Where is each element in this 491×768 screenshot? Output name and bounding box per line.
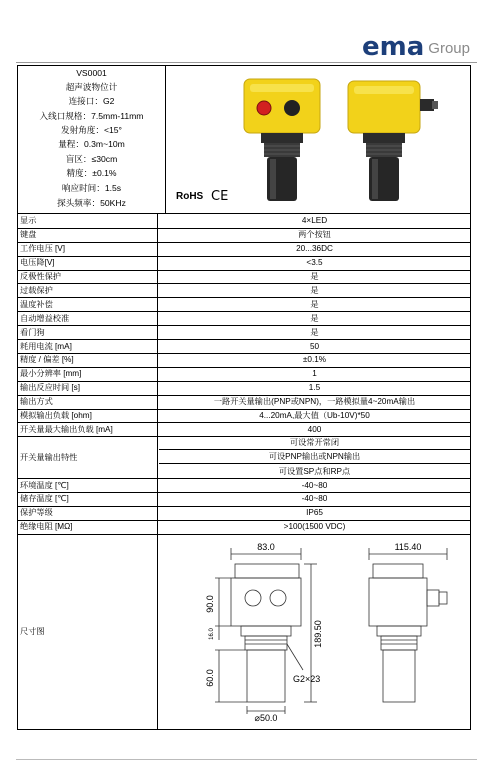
spec-label: 输出反应时间 [s] [18,381,158,395]
spec-row [18,228,470,243]
spec-value: IP65 [306,508,323,518]
spec-label: 工作电压 [V] [18,242,158,256]
spec-label: 精度 / 偏差 [%] [18,353,158,367]
spec-line: 连接口：G2 [68,96,115,106]
spec-label: 看门狗 [18,325,158,339]
spec-row [18,242,470,257]
spec-row [18,367,470,382]
spec-line: 探头频率：50KHz [57,198,126,208]
spec-value: 50 [309,341,320,351]
spec-label: 最小分辨率 [mm] [18,367,158,381]
spec-row [18,409,470,424]
spec-value: <3.5 [306,258,323,268]
rohs-mark: RoHS [176,191,204,202]
spec-label: 尺寸图 [18,534,158,729]
spec-label: 显示 [18,214,158,228]
spec-row [18,297,470,312]
spec-value: 是 [310,285,319,295]
spec-value: 是 [310,313,319,323]
spec-line: 响应时间：1.5s [61,183,122,193]
spec-value: -40~80 [301,480,328,490]
spec-value: 是 [310,299,319,309]
switch-output-row [18,436,470,479]
spec-row [18,311,470,326]
logo-main: ema [362,32,425,62]
spec-line: 入线口规格：7.5mm-11mm [39,111,144,121]
spec-line: 发射角度：<15° [61,125,122,135]
dim-probe-height: 60.0 [205,668,216,687]
spec-label: 储存温度 [℃] [18,492,158,506]
spec-row [18,270,470,285]
spec-label: 绝缘电阻 [MΩ] [18,520,158,534]
dim-width-side: 115.40 [394,541,422,552]
spec-label: 电压降[V] [18,256,158,270]
spec-label: 输出方式 [18,395,158,409]
spec-label: 环境温度 [℃] [18,478,158,492]
spec-row [18,423,470,438]
spec-row [18,353,470,368]
footer-divider [16,759,477,760]
spec-row [18,506,470,521]
sensor-front-photo [244,79,320,201]
dim-width-front: 83.0 [257,541,275,552]
spec-row [18,214,470,229]
spec-value: 1 [312,369,317,379]
spec-label: 保护等级 [18,506,158,520]
spec-value: 400 [307,424,322,434]
spec-value: ±0.1% [302,355,327,365]
spec-label: 键盘 [18,228,158,242]
ce-mark: CE [211,189,229,204]
spec-row [18,492,470,507]
dim-diameter: ⌀50.0 [254,712,278,723]
spec-line: 盲区：≤30cm [65,154,118,164]
spec-row [18,325,470,340]
spec-value: 4×LED [301,216,328,226]
spec-value: 是 [310,272,319,282]
spec-label: 温度补偿 [18,297,158,311]
dimension-drawing [159,534,470,729]
spec-value: -40~80 [301,494,328,504]
spec-row [18,284,470,299]
dim-flange: 16.0 [209,627,216,640]
spec-value: 是 [310,327,319,337]
spec-line: 超声波物位计 [65,82,118,92]
spec-label: 耗用电流 [mA] [18,339,158,353]
spec-value: 20...36DC [296,244,333,254]
spec-label: 开关量最大输出负载 [mA] [18,423,158,437]
logo-sub: Group [428,40,470,57]
spec-line: 精度：±0.1% [66,168,117,178]
spec-value: 一路开关量输出(PNP或NPN)，一路模拟量4~20mA输出 [213,397,416,407]
spec-label: 自动增益校准 [18,311,158,325]
spec-value: >100(1500 VDC) [283,522,346,532]
switch-output-option: 可设PNP输出或NPN输出 [159,450,470,464]
spec-label: 反极性保护 [18,270,158,284]
spec-value: 两个按钮 [298,230,331,240]
product-photo [166,66,470,213]
spec-row [18,395,470,410]
spec-summary [18,66,166,213]
brand-logo [362,32,470,62]
spec-sheet [17,65,471,730]
spec-header [18,66,470,214]
dim-thread: G2×23 [293,673,321,684]
spec-row [18,478,470,493]
switch-output-option: 可设置SP点和RP点 [278,466,351,476]
product-photos [166,66,470,213]
spec-row [18,339,470,354]
spec-value: 4...20mA,最大值（Ub-10V)*50 [259,411,370,421]
spec-row [18,256,470,271]
switch-output-option: 可设常开常闭 [159,436,470,450]
spec-line: 量程：0.3m~10m [58,139,125,149]
spec-label: 开关量输出特性 [18,436,158,478]
spec-row [18,520,470,535]
dimension-row [18,534,470,729]
dim-head-height: 90.0 [205,594,216,613]
spec-row [18,381,470,396]
spec-value: 1.5 [308,383,321,393]
spec-label: 模拟输出负载 [ohm] [18,409,158,423]
spec-line: VS0001 [76,68,107,78]
dim-total-height: 189.50 [312,619,323,648]
spec-label: 过载保护 [18,284,158,298]
header-divider [16,62,477,63]
sensor-side-photo [348,81,438,201]
